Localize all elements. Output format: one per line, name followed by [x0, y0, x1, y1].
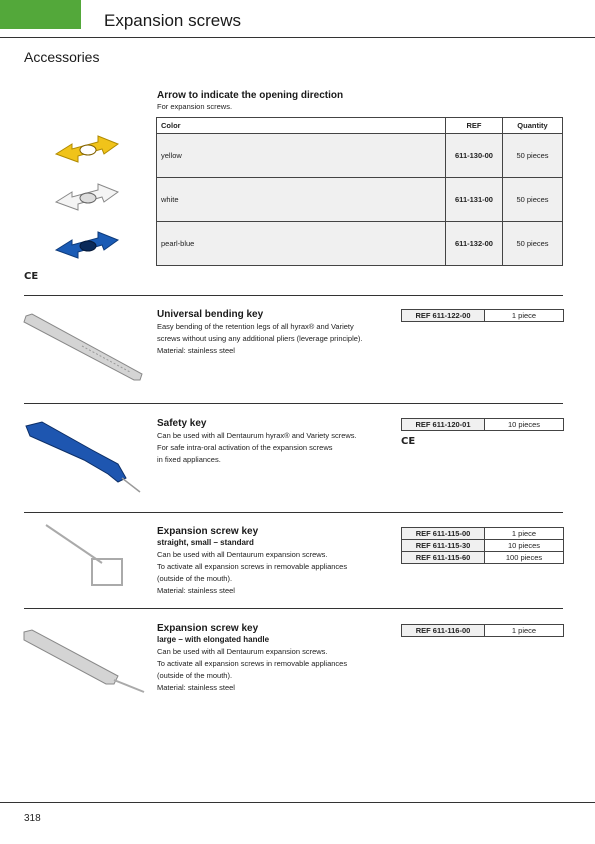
table-row	[402, 419, 564, 431]
header-accent-tab	[0, 0, 81, 29]
bending-key-image	[22, 312, 146, 384]
screw-key-large-title: Expansion screw key	[157, 623, 259, 634]
qty-cell: 10 pieces	[485, 419, 564, 431]
screw-key-small-title: Expansion screw key	[157, 526, 259, 537]
screw-key-small-subtitle: straight, small – standard	[157, 538, 254, 547]
blue-arrow-image	[56, 232, 118, 258]
table-row	[402, 625, 564, 637]
table-row	[157, 134, 563, 178]
ce-mark: CE	[24, 271, 39, 282]
section-divider	[24, 608, 563, 609]
ref-cell: REF 611-116-00	[402, 625, 485, 637]
arrow-color-table	[156, 117, 563, 266]
screw-key-large-desc-1: Can be used with all Dentaurum expansion screws.	[157, 647, 328, 656]
color-cell: yellow	[157, 134, 446, 178]
qty-cell: 10 pieces	[485, 540, 564, 552]
ref-cell: 611-131-00	[446, 178, 503, 222]
section-divider	[24, 403, 563, 404]
screw-key-large-desc-2: To activate all expansion screws in removable appliances	[157, 659, 348, 668]
screw-key-large-subtitle: large – with elongated handle	[157, 635, 270, 644]
screw-key-large-desc-3: (outside of the mouth).	[157, 671, 233, 680]
qty-cell: 50 pieces	[503, 222, 563, 266]
screw-key-small-ref-table	[401, 527, 564, 564]
section-title: Accessories	[24, 49, 100, 65]
table-row	[402, 540, 564, 552]
ref-cell: REF 611-120-01	[402, 419, 485, 431]
safety-key-image	[22, 420, 146, 496]
page-header-title: Expansion screws	[104, 11, 242, 30]
screw-key-large-ref-table	[401, 624, 564, 637]
ref-cell: REF 611-115-30	[402, 540, 485, 552]
section-divider	[24, 295, 563, 296]
ref-cell: 611-132-00	[446, 222, 503, 266]
section-divider	[24, 512, 563, 513]
ref-cell: 611-130-00	[446, 134, 503, 178]
bending-key-desc-1: Easy bending of the retention legs of all hyrax® and Variety	[157, 322, 354, 331]
qty-cell: 1 piece	[485, 528, 564, 540]
ce-mark: CE	[401, 436, 416, 447]
white-arrow-image	[56, 184, 118, 210]
safety-key-desc-3: in fixed appliances.	[157, 455, 221, 464]
screw-key-small-desc-1: Can be used with all Dentaurum expansion screws.	[157, 550, 328, 559]
bending-key-ref-table	[401, 309, 564, 322]
safety-key-desc-1: Can be used with all Dentaurum hyrax® and Variety screws.	[157, 431, 357, 440]
bending-key-material: Material: stainless steel	[157, 346, 235, 355]
color-cell: white	[157, 178, 446, 222]
ref-cell: REF 611-115-00	[402, 528, 485, 540]
ref-cell: REF 611-115-60	[402, 552, 485, 564]
screw-key-small-desc-3: (outside of the mouth).	[157, 574, 233, 583]
page-number: 318	[24, 813, 41, 824]
screw-key-large-material: Material: stainless steel	[157, 683, 235, 692]
header-divider	[0, 37, 595, 38]
arrow-indicator-images	[52, 132, 124, 266]
table-row	[402, 552, 564, 564]
screw-key-small-desc-2: To activate all expansion screws in removable appliances	[157, 562, 348, 571]
safety-key-ref-table	[401, 418, 564, 431]
bending-key-title: Universal bending key	[157, 309, 264, 320]
yellow-arrow-image	[56, 136, 118, 162]
table-row	[402, 310, 564, 322]
arrow-subtitle: For expansion screws.	[157, 102, 233, 111]
color-cell: pearl-blue	[157, 222, 446, 266]
ref-cell: REF 611-122-00	[402, 310, 485, 322]
screw-key-small-image	[44, 523, 134, 591]
footer-divider	[0, 802, 595, 803]
safety-key-desc-2: For safe intra-oral activation of the expansion screws	[157, 443, 333, 452]
qty-cell: 1 piece	[485, 625, 564, 637]
bending-key-desc-2: screws without using any additional pliers (leverage principle).	[157, 334, 363, 343]
screw-key-small-material: Material: stainless steel	[157, 586, 235, 595]
table-row	[157, 222, 563, 266]
ref-header: REF	[446, 118, 503, 134]
arrow-title: Arrow to indicate the opening direction	[157, 90, 344, 101]
quantity-header: Quantity	[503, 118, 563, 134]
table-row	[157, 178, 563, 222]
color-header: Color	[157, 118, 446, 134]
qty-cell: 1 piece	[485, 310, 564, 322]
screw-key-large-image	[22, 628, 146, 700]
safety-key-title: Safety key	[157, 418, 207, 429]
qty-cell: 50 pieces	[503, 134, 563, 178]
qty-cell: 50 pieces	[503, 178, 563, 222]
qty-cell: 100 pieces	[485, 552, 564, 564]
table-row	[402, 528, 564, 540]
